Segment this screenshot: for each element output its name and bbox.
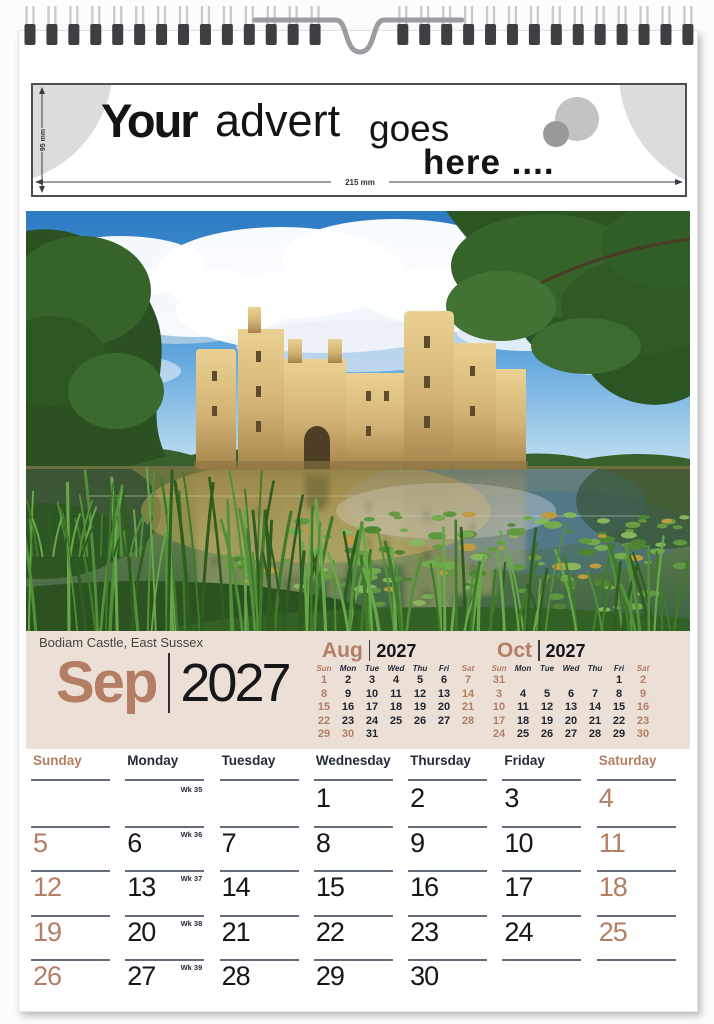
mini-day-header: Wed	[562, 664, 580, 673]
mini-date-cell: 22	[612, 714, 626, 727]
mini-date-cell: 19	[540, 714, 554, 727]
mini-date-cell: 16	[636, 701, 650, 713]
mini-date-cell: 10	[365, 687, 379, 700]
mini-day-header: Mon	[339, 664, 357, 673]
mini-date-cell: 4	[519, 687, 527, 700]
mini-calendar-aug	[312, 640, 484, 742]
weekday-header: Saturday	[597, 753, 691, 781]
weekday-header-row	[31, 753, 691, 781]
date-cell: 25	[597, 915, 691, 960]
mini-day-header: Thu	[412, 664, 428, 673]
advert-area	[31, 83, 687, 197]
advert-word-your: Your	[101, 94, 197, 147]
date-cell: 7	[220, 826, 314, 871]
mini-date-cell: 3	[368, 674, 376, 686]
mini-day-header: Tue	[539, 664, 555, 673]
date-cell: 2	[410, 783, 425, 813]
mini-date-cell: 27	[564, 728, 578, 740]
weekday-header: Sunday	[31, 753, 125, 781]
mini-divider	[538, 640, 540, 661]
mini-date-cell: 12	[413, 687, 427, 700]
mini-date-cell: 23	[636, 714, 650, 727]
week-number: Wk 36	[180, 829, 203, 839]
advert-word-here: here ....	[423, 143, 555, 182]
mini-date-cell	[456, 728, 480, 742]
date-cell: 21	[220, 915, 314, 960]
mini-date-cell	[384, 728, 408, 742]
mini-date-cell: 14	[588, 701, 602, 713]
date-cell: 5	[31, 826, 125, 871]
week-row	[31, 870, 691, 915]
mini-date-cell: 26	[413, 714, 427, 727]
mini-date-cell: 9	[639, 687, 647, 700]
mini-day-header: Thu	[587, 664, 603, 673]
mini-date-cell: 28	[588, 728, 602, 740]
mini-divider	[369, 640, 371, 661]
week-row	[31, 959, 691, 1004]
mini-date-cell	[559, 674, 583, 688]
mini-date-cell	[511, 674, 535, 688]
mini-date-cell: 19	[413, 701, 427, 713]
month-panel	[26, 631, 690, 749]
mini-date-cell: 25	[516, 728, 530, 740]
mini-date-cell: 13	[564, 701, 578, 713]
week-number: Wk 38	[180, 918, 203, 928]
week-number: Wk 39	[180, 963, 203, 972]
month-year: 2027	[180, 653, 289, 713]
dimension-arrows	[33, 85, 685, 195]
mini-date-cell: 20	[437, 701, 451, 713]
week-row	[31, 826, 691, 871]
date-cell	[597, 959, 691, 1004]
mini-date-cell: 24	[492, 728, 506, 740]
date-cell: 14	[220, 870, 314, 915]
current-month-header	[56, 650, 289, 715]
mini-date-cell: 11	[390, 687, 402, 700]
month-name: Sep	[56, 650, 157, 715]
date-cell: 26	[31, 959, 125, 1004]
date-cell: 17	[502, 870, 596, 915]
mini-date-cell: 21	[461, 701, 475, 713]
mini-date-cell: 5	[543, 687, 551, 700]
mini-month-year: 2027	[376, 640, 417, 661]
weekday-header: Wednesday	[314, 753, 408, 781]
date-cell: 1	[315, 783, 330, 813]
mini-day-header: Tue	[364, 664, 380, 673]
mini-date-cell: 2	[344, 674, 352, 686]
mini-date-cell: 29	[612, 728, 626, 740]
mini-date-cell: 26	[540, 728, 554, 740]
advert-width-label: 215 mm	[345, 178, 375, 187]
calendar-page	[18, 30, 698, 1012]
week-row	[31, 915, 691, 960]
weekday-header: Tuesday	[220, 753, 314, 781]
mini-date-cell: 3	[495, 687, 503, 700]
mini-calendar-oct	[487, 640, 659, 742]
mini-date-cell: 18	[516, 714, 530, 727]
mini-date-cell: 30	[341, 728, 355, 740]
mini-day-header: Sun	[491, 664, 507, 673]
date-cell: 15	[314, 870, 408, 915]
mini-date-cell: 25	[389, 714, 403, 727]
mini-date-cell: 16	[341, 701, 355, 713]
mini-date-cell: 8	[615, 687, 623, 700]
mini-date-cell: 6	[440, 674, 448, 686]
mini-date-cell: 28	[461, 714, 475, 727]
date-cell: 12	[31, 870, 125, 915]
date-cell: 18	[597, 870, 691, 915]
date-cell: 30	[408, 959, 502, 1004]
mini-day-header: Sat	[461, 664, 475, 673]
date-cell: 29	[314, 959, 408, 1004]
mini-date-cell: 17	[365, 701, 379, 713]
mini-date-cell: 5	[416, 674, 424, 686]
week-row	[31, 781, 691, 826]
mini-date-cell: 1	[320, 674, 328, 686]
date-cell: 24	[502, 915, 596, 960]
hanger-hook	[255, 20, 462, 52]
photo-bodiam-castle	[26, 211, 690, 631]
mini-date-cell: 10	[492, 701, 506, 713]
mini-day-header: Wed	[387, 664, 405, 673]
date-cell: 28	[220, 959, 314, 1004]
date-cell	[31, 781, 125, 826]
mini-date-cell: 8	[320, 687, 328, 700]
mini-date-cell	[583, 674, 607, 688]
mini-date-cell: 4	[392, 674, 400, 686]
date-cell: Wk 39 27	[125, 959, 219, 1004]
wire-binding	[0, 0, 714, 64]
mini-date-cell: 7	[591, 687, 599, 700]
date-cell: 19	[31, 915, 125, 960]
date-cell	[502, 959, 596, 1004]
mini-date-cell: 1	[615, 674, 623, 686]
mini-day-header: Sat	[636, 664, 650, 673]
mini-date-cell: 23	[341, 714, 355, 727]
mini-date-cell: 27	[437, 714, 451, 727]
weekday-header: Monday	[125, 753, 219, 781]
weekday-header: Thursday	[408, 753, 502, 781]
date-cell: 4	[598, 783, 613, 813]
mini-date-cell: 9	[344, 687, 352, 700]
date-cell: 23	[408, 915, 502, 960]
mini-date-cell: 2	[639, 674, 647, 686]
mini-date-cell	[432, 728, 456, 742]
mini-day-header: Sun	[316, 664, 332, 673]
photo-caption: Bodiam Castle, East Sussex	[39, 635, 204, 650]
mini-date-cell: 29	[317, 728, 331, 740]
advert-height-label: 95 mm	[40, 128, 47, 152]
main-calendar-grid	[31, 753, 691, 1004]
mini-date-cell: 21	[588, 714, 602, 727]
mini-date-cell: 30	[636, 728, 650, 740]
date-cell: 16	[408, 870, 502, 915]
advert-word-goes: goes	[369, 108, 450, 149]
mini-date-cell: 11	[517, 701, 529, 713]
advert-word-advert: advert	[215, 95, 341, 146]
week-number: Wk 37	[180, 874, 203, 883]
date-cell: 9	[408, 826, 502, 871]
mini-month-name: Aug	[322, 639, 363, 662]
week-number: Wk 35	[180, 785, 203, 794]
mini-day-header: Mon	[514, 664, 532, 673]
date-cell: 11	[597, 826, 691, 871]
mini-date-cell: 24	[365, 714, 379, 727]
date-cell: 22	[314, 915, 408, 960]
month-divider	[168, 653, 170, 713]
date-cell: 10	[502, 826, 596, 871]
date-cell	[125, 781, 219, 826]
mini-date-cell: 20	[564, 714, 578, 727]
mini-date-cell: 15	[612, 701, 626, 713]
mini-date-cell: 18	[389, 701, 403, 713]
mini-date-cell: 6	[567, 687, 575, 700]
mini-date-cell: 17	[492, 714, 506, 727]
mini-date-cell: 31	[365, 728, 379, 740]
mini-date-cell	[408, 728, 432, 742]
mini-date-cell: 15	[317, 701, 331, 713]
weekday-header: Friday	[502, 753, 596, 781]
mini-day-header: Fri	[613, 664, 625, 673]
mini-month-year: 2027	[545, 640, 586, 661]
mini-month-name: Oct	[497, 639, 533, 662]
mini-day-header: Fri	[438, 664, 450, 673]
date-cell: Wk 36 6	[125, 826, 219, 871]
date-cell: 3	[504, 783, 519, 813]
mini-date-cell: 13	[437, 687, 451, 700]
mini-date-cell: 22	[317, 714, 331, 727]
date-cell: Wk 37 13	[125, 870, 219, 915]
date-cell	[220, 781, 314, 826]
mini-date-cell: 31	[492, 674, 506, 686]
mini-date-cell: 12	[540, 701, 554, 713]
date-cell: 8	[314, 826, 408, 871]
mini-date-cell: 14	[461, 687, 475, 700]
date-cell: Wk 38 20	[125, 915, 219, 960]
mini-date-cell: 7	[464, 674, 472, 686]
mini-date-cell	[535, 674, 559, 688]
